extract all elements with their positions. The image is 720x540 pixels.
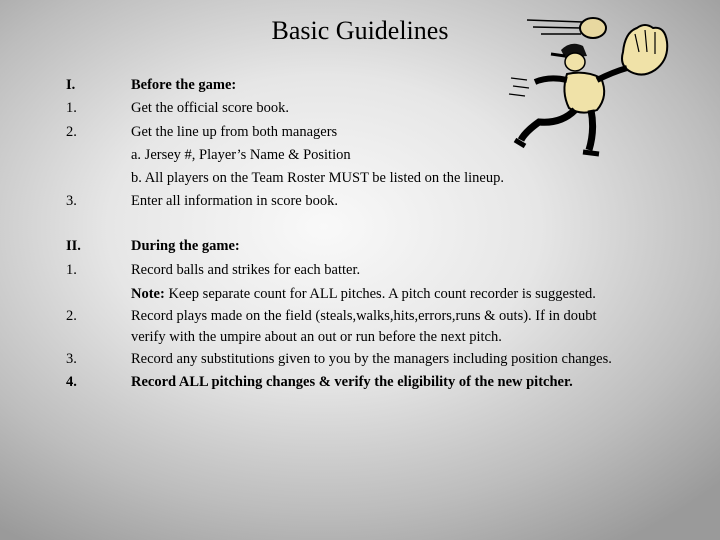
list-item: Record any substitutions given to you by the managers including position changes. [131,351,612,367]
item-number: 2. [66,308,77,324]
list-item: Record plays made on the field (steals,walks,hits,errors,runs & outs). If in doubt [131,308,597,324]
list-item: Get the official score book. [131,100,289,116]
note-text: Keep separate count for ALL pitches. A pitch count recorder is suggested. [164,286,596,302]
sub-item: b. All players on the Team Roster MUST be listed on the lineup. [131,170,504,186]
item-number: 4. [66,374,77,390]
section-numeral: II. [66,238,81,254]
note-line [131,286,596,303]
sub-item: a. Jersey #, Player’s Name & Position [131,147,351,163]
page-title: Basic Guidelines [271,16,449,45]
list-item: Record balls and strikes for each batter. [131,262,361,278]
item-number: 1. [66,262,77,278]
note-label: Note: [131,286,165,302]
item-number: 2. [66,124,77,140]
list-item-continuation: verify with the umpire about an out or run before the next pitch. [131,329,502,345]
item-number: 3. [66,351,77,367]
section-heading: Before the game: [131,77,237,93]
item-number: 1. [66,100,77,116]
baseball-player-catching-icon [505,12,685,162]
section-heading: During the game: [131,238,240,254]
list-item: Get the line up from both managers [131,124,338,140]
item-number: 3. [66,193,77,209]
list-item: Enter all information in score book. [131,193,338,209]
list-item: Record ALL pitching changes & verify the eligibility of the new pitcher. [131,374,573,390]
section-numeral: I. [66,77,76,93]
